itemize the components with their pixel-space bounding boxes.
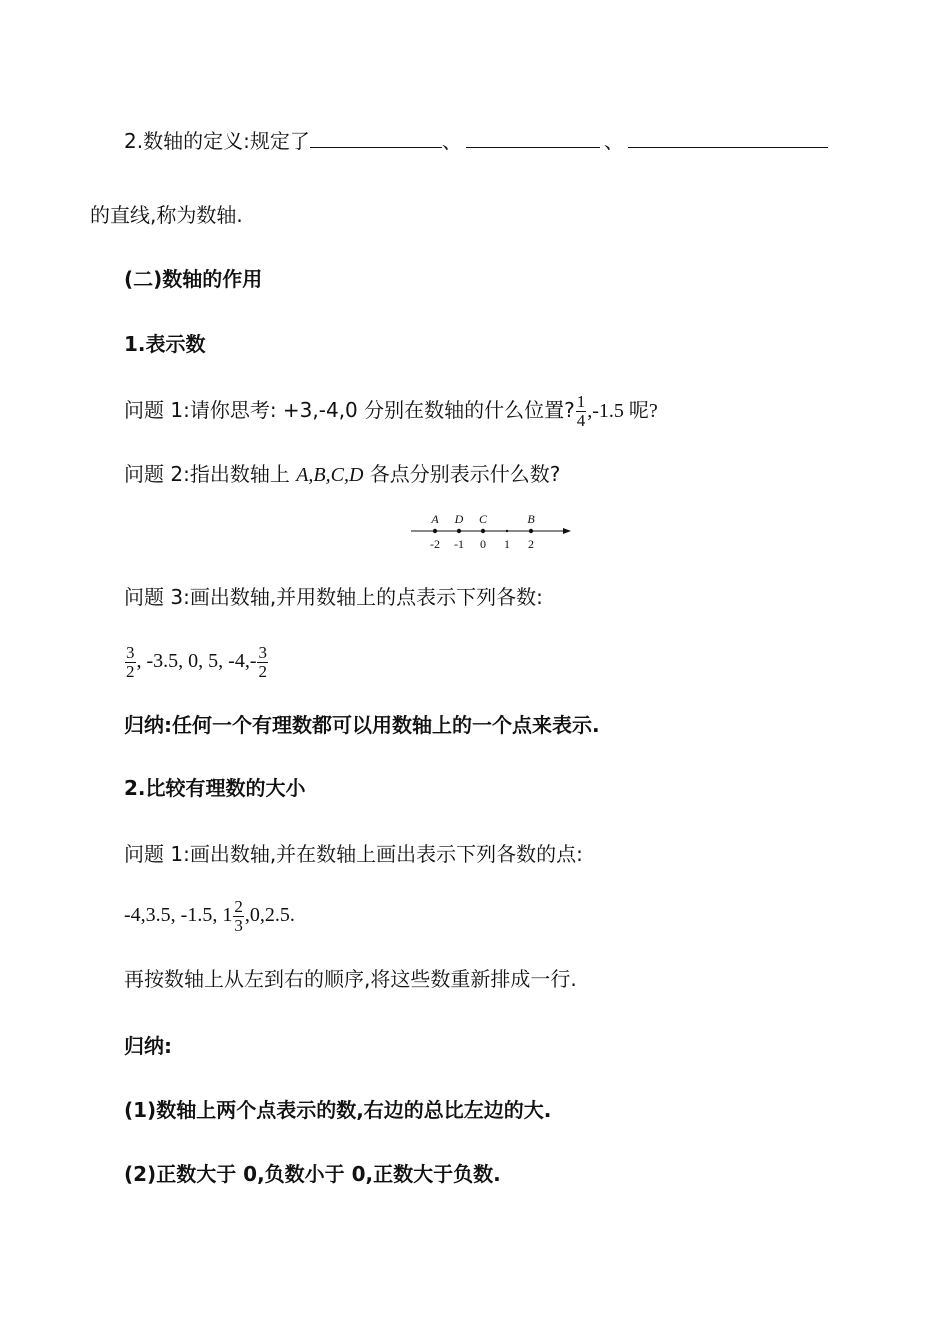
fraction-denominator: 3: [234, 915, 243, 935]
fraction-denominator: 4: [576, 411, 586, 430]
point-d: [457, 529, 461, 533]
fraction-three-halves: [125, 644, 136, 681]
question-2-tail: 各点分别表示什么数?: [363, 462, 561, 486]
question-3-number-list: , -3.5, 0, 5, -4,-: [136, 650, 257, 672]
reorder-instruction: 再按数轴上从左到右的顺序,将这些数重新排成一行.: [124, 967, 577, 991]
question-4-tail: ,0,2.5.: [244, 904, 295, 926]
point-label-a: A: [431, 512, 439, 526]
summary-2-title: 归纳:: [124, 1034, 172, 1058]
blank-1[interactable]: [310, 127, 442, 148]
fraction-numerator: 2: [234, 896, 243, 916]
summary-1: 归纳:任何一个有理数都可以用数轴上的一个点来表示.: [124, 713, 600, 737]
point-c: [481, 529, 485, 533]
definition-suffix: 的直线,称为数轴.: [90, 203, 243, 227]
rule-2: (2)正数大于 0,负数小于 0,正数大于负数.: [124, 1162, 501, 1186]
tick-label: 2: [528, 537, 534, 551]
tick-label: -1: [454, 537, 464, 551]
question-2-text: 问题 2:指出数轴上: [124, 462, 297, 486]
fraction-one-quarter: [576, 393, 587, 430]
fraction-numerator: 1: [576, 392, 586, 411]
number-line-figure: [405, 508, 580, 554]
question-4-numbers: [124, 895, 295, 935]
separator-2: 、: [603, 129, 624, 153]
point-a: [433, 529, 437, 533]
point-label-b: B: [527, 512, 535, 526]
blank-2[interactable]: [466, 127, 600, 148]
question-3: 问题 3:画出数轴,并用数轴上的点表示下列各数:: [124, 585, 543, 609]
question-4: 问题 1:画出数轴,并在数轴上画出表示下列各数的点:: [124, 842, 583, 866]
definition-line: [124, 127, 828, 155]
tick-mark: [506, 530, 508, 532]
question-2-points: A,B,C,D: [296, 464, 364, 486]
question-2: [124, 460, 560, 489]
subsection-title-1: 1.表示数: [124, 332, 206, 356]
point-label-c: C: [478, 512, 488, 526]
fraction-three-halves-negative: [257, 644, 268, 681]
question-1-tail: ,-1.5 呢?: [587, 400, 658, 422]
fraction-numerator: 3: [258, 642, 267, 662]
point-b: [529, 529, 533, 533]
question-1: [124, 392, 658, 430]
tick-label: -2: [430, 537, 440, 551]
section-title: (二)数轴的作用: [124, 267, 263, 291]
fraction-numerator: 3: [126, 642, 135, 662]
fraction-denominator: 2: [126, 661, 135, 681]
point-label-d: D: [454, 512, 464, 526]
number-line-arrow-icon: [563, 528, 571, 534]
definition-prefix: 2.数轴的定义:规定了: [124, 129, 310, 153]
subsection-title-2: 2.比较有理数的大小: [124, 776, 306, 800]
question-3-numbers: [124, 641, 269, 681]
fraction-two-thirds: [233, 898, 244, 935]
blank-3[interactable]: [628, 127, 828, 148]
tick-label: 1: [504, 537, 510, 551]
question-1-text: 问题 1:请你思考: +3,-4,0 分别在数轴的什么位置?: [124, 398, 575, 422]
tick-label: 0: [480, 537, 486, 551]
separator-1: 、: [441, 129, 462, 153]
question-4-lead: -4,3.5, -1.5, 1: [124, 904, 233, 926]
rule-1: (1)数轴上两个点表示的数,右边的总比左边的大.: [124, 1098, 552, 1122]
fraction-denominator: 2: [258, 661, 267, 681]
